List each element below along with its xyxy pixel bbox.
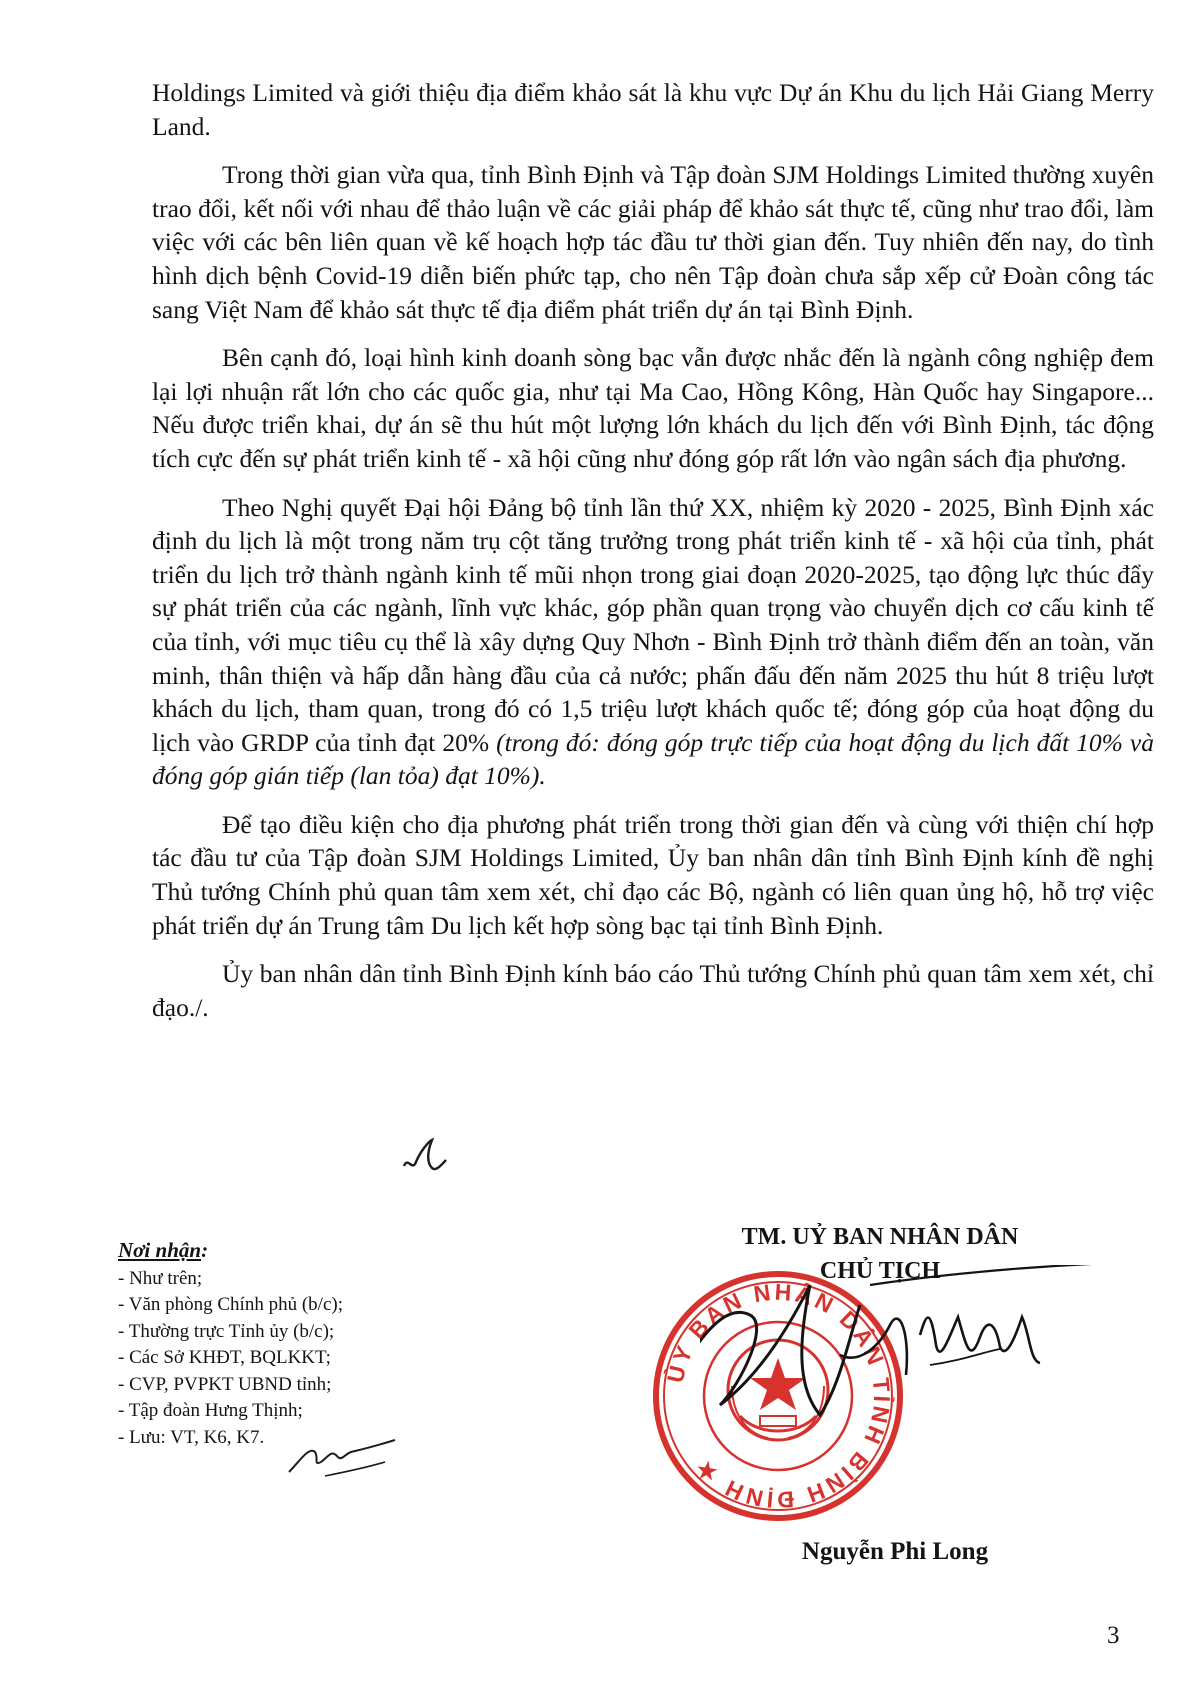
paragraph-4-italic: (trong đó: đóng góp trực tiếp của hoạt động du lịch đất 10% và đóng góp gián tiếp (lan tỏa) đạt 10%). (152, 727, 1154, 791)
paragraph-4 (152, 491, 1154, 793)
svg-text:ỦY BAN NHÂN DÂN TỈNH BÌNH ĐỊNH: ỦY BAN NHÂN DÂN TỈNH BÌNH ĐỊNH ★ (661, 1278, 896, 1514)
recipient-item: - Các Sở KHĐT, BQLKKT; (118, 1347, 331, 1368)
recipient-item: - Văn phòng Chính phủ (b/c); (118, 1294, 343, 1315)
clerk-initials (285, 1432, 405, 1480)
paragraph-1: Holdings Limited và giới thiệu địa điểm khảo sát là khu vực Dự án Khu du lịch Hải Giang Merry Land. (152, 78, 1154, 141)
signature-title-line2: CHỦ TỊCH (819, 1258, 941, 1284)
recipients-list (118, 1266, 498, 1452)
recipients-title: Nơi nhận (118, 1238, 202, 1262)
signer-name: Nguyễn Phi Long (801, 1538, 989, 1565)
recipients-heading (118, 1237, 498, 1266)
recipient-item: - Thường trực Tỉnh ủy (b/c); (118, 1320, 335, 1342)
recipient-item: - Như trên; (118, 1267, 203, 1289)
recipient-item: - CVP, PVPKT UBND tỉnh; (118, 1373, 332, 1395)
recipients-block (118, 1237, 498, 1451)
handwritten-signature (700, 1265, 1180, 1425)
paragraph-2: Trong thời gian vừa qua, tỉnh Bình Định và Tập đoàn SJM Holdings Limited thường xuyên trao đổi, kết nối với nhau để thảo luận về các giải pháp để khảo sát thực tế, cũng như trao đổi, làm việc với các bên liên quan về kế hoạch hợp tác đầu tư thời gian đến. Tuy nhiên đến nay, do tình hình dịch bệnh Covid-19 diễn biến phức tạp, cho nên Tập đoàn chưa sắp xếp cử Đoàn công tác sang Việt Nam để khảo sát thực tế địa điểm phát triển dự án tại Bình Định. (152, 160, 1154, 324)
recipient-item: - Tập đoàn Hưng Thịnh; (118, 1400, 303, 1421)
paragraph-3: Bên cạnh đó, loại hình kinh doanh sòng bạc vẫn được nhắc đến là ngành công nghiệp đem lại lợi nhuận rất lớn cho các quốc gia, như tại Ma Cao, Hồng Kông, Hàn Quốc hay Singapore... Nếu được triển khai, dự án sẽ thu hút một lượng lớn khách du lịch đến với Bình Định, tác động tích cực đến sự phát triển kinh tế - xã hội cũng như đóng góp rất lớn vào ngân sách địa phương. (152, 343, 1154, 473)
paragraph-6: Ủy ban nhân dân tỉnh Bình Định kính báo cáo Thủ tướng Chính phủ quan tâm xem xét, chỉ đạo./. (152, 959, 1154, 1022)
signature-title-line1: TM. UỶ BAN NHÂN DÂN (741, 1224, 1019, 1250)
recipients-colon: : (201, 1238, 209, 1262)
paragraph-5: Để tạo điều kiện cho địa phương phát triển trong thời gian đến và cùng với thiện chí hợp tác đầu tư của Tập đoàn SJM Holdings Limited, Ủy ban nhân dân tỉnh Bình Định kính đề nghị Thủ tướng Chính phủ quan tâm xem xét, chỉ đạo các Bộ, ngành có liên quan ủng hộ, hỗ trợ việc phát triển dự án Trung tâm Du lịch kết hợp sòng bạc tại tỉnh Bình Định. (152, 809, 1154, 940)
page-number: 3 (1107, 1622, 1120, 1649)
document-body (152, 76, 1154, 1039)
paragraph-4-text: Theo Nghị quyết Đại hội Đảng bộ tỉnh lần thứ XX, nhiệm kỳ 2020 - 2025, Bình Định xác định du lịch là một trong năm trụ cột tăng trưởng trong phát triển kinh tế - xã hội của tỉnh, phát triển du lịch trở thành ngành kinh tế mũi nhọn trong giai đoạn 2020-2025, tạo động lực thúc đẩy sự phát triển của các ngành, lĩnh vực khác, góp phần quan trọng vào chuyển dịch cơ cấu kinh tế của tỉnh, với mục tiêu cụ thể là xây dựng Quy Nhơn - Bình Định trở thành điểm đến an toàn, văn minh, thân thiện và hấp dẫn hàng đầu của cả nước; phấn đấu đến năm 2025 thu hút 8 triệu lượt khách du lịch, tham quan, trong đó có 1,5 triệu lượt khách quốc tế; đóng góp của hoạt động du lịch vào GRDP của tỉnh đạt 20% (152, 492, 1154, 757)
recipient-item: - Lưu: VT, K6, K7. (118, 1426, 265, 1448)
initial-mark (398, 1136, 452, 1176)
